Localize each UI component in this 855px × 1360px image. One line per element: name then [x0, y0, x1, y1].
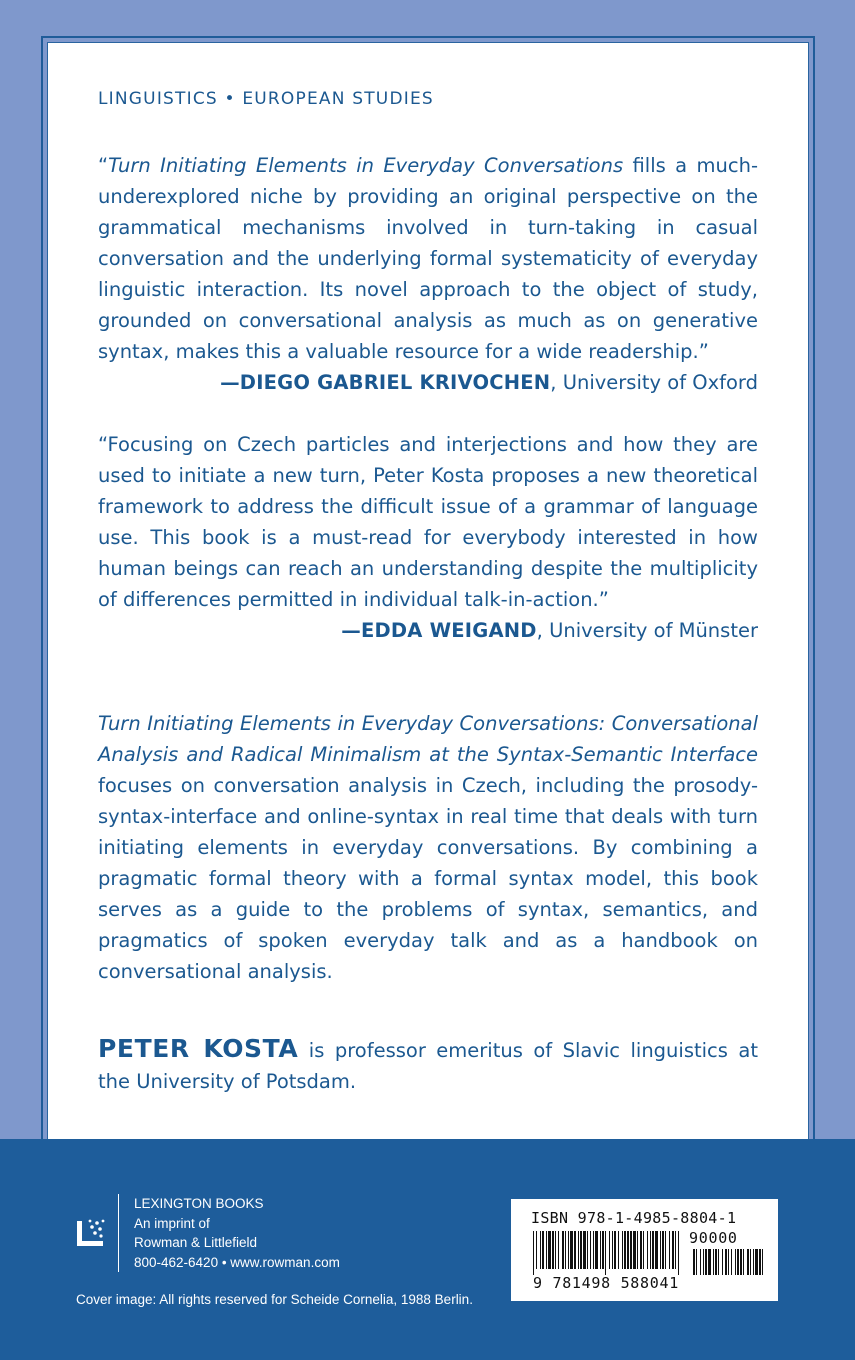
barcode-addon-bar	[755, 1249, 758, 1275]
barcode-bar	[602, 1231, 604, 1269]
barcode-addon-bar	[735, 1249, 736, 1275]
quote-1-affiliation: , University of Oxford	[550, 371, 758, 394]
barcode-bar	[565, 1231, 566, 1269]
barcode-addon-bar	[693, 1249, 695, 1275]
cover-credit: Cover image: All rights reserved for Scheide Cornelia, 1988 Berlin.	[76, 1292, 473, 1307]
barcode-bar	[624, 1231, 626, 1269]
barcode-bar	[542, 1231, 544, 1269]
barcode-bars	[531, 1231, 767, 1279]
quote-2-attribution	[98, 615, 758, 646]
barcode-bar	[574, 1231, 576, 1269]
author-bio-text: is professor emeritus of Slavic linguistics at the University of Potsdam.	[98, 1039, 758, 1093]
barcode-addon: 90000	[689, 1229, 738, 1247]
barcode-addon-bar	[715, 1249, 717, 1275]
barcode-bar	[665, 1231, 666, 1269]
barcode-addon-bar	[705, 1249, 707, 1275]
barcode-addon-bar	[747, 1249, 749, 1275]
barcode-bar	[669, 1231, 670, 1269]
isbn-label: ISBN 978-1-4985-8804-1	[531, 1209, 737, 1227]
barcode-bar	[614, 1231, 616, 1269]
barcode-addon-bar	[731, 1249, 732, 1275]
barcode-bar	[633, 1231, 636, 1269]
publisher-divider	[118, 1194, 119, 1272]
barcode-bar	[622, 1231, 623, 1269]
quote-2-author: —EDDA WEIGAND	[341, 619, 537, 642]
barcode-bar	[540, 1231, 541, 1269]
back-cover-text	[98, 88, 758, 1097]
barcode-addon-bar	[750, 1249, 751, 1275]
barcode-bar	[546, 1231, 547, 1269]
description-text: focuses on conversation analysis in Czech, including the prosody-syntax-interface and online-syntax in real time that deals with turn initiating elements in everyday conversations. By combining a pragmatic formal theory with a formal syntax model, this book serves as a guide to the problems of syntax, semantics, and pragmatics of spoken everyday talk and as a handbook on conversational analysis.	[98, 774, 758, 983]
barcode-addon-bar	[703, 1249, 704, 1275]
barcode-bar	[590, 1231, 591, 1269]
barcode-bar	[583, 1231, 586, 1269]
barcode-block	[511, 1199, 778, 1301]
barcode-bar	[552, 1231, 554, 1269]
book-description	[98, 708, 758, 987]
barcode-bar	[643, 1231, 644, 1269]
barcode-addon-bar	[740, 1249, 742, 1275]
quote-1-text: fills a much-underexplored niche by providing an original perspective on the grammatical mechanisms involved in turn-taking in casual conversation and the underlying formal systematicity of everyday linguistic interaction. Its novel approach to the object of study, grounded on conversational analysis as much as on generative syntax, makes this a valuable resource for a wide readership.”	[98, 154, 758, 363]
barcode-bar	[652, 1231, 654, 1269]
quote-1	[98, 150, 758, 367]
barcode-addon-bar	[708, 1249, 711, 1275]
barcode-digits: 9 781498 588041	[533, 1274, 679, 1292]
barcode-bar	[662, 1231, 664, 1269]
publisher-parent: Rowman & Littlefield	[134, 1235, 258, 1250]
barcode-bar	[647, 1231, 648, 1269]
barcode-bar	[612, 1231, 613, 1269]
quote-1-open: “	[98, 154, 109, 177]
barcode-bar	[533, 1231, 534, 1275]
quote-2-affiliation: , University of Münster	[536, 619, 758, 642]
publisher-info	[134, 1194, 340, 1272]
barcode-addon-bar	[759, 1249, 761, 1275]
barcode-addon-bar	[696, 1249, 697, 1275]
barcode-bar	[587, 1231, 588, 1269]
barcode-addon-bar	[718, 1249, 719, 1275]
author-name: PETER KOSTA	[98, 1034, 299, 1063]
barcode-addon-bar	[762, 1249, 763, 1275]
barcode-addon-bar	[700, 1249, 701, 1275]
barcode-bar	[605, 1231, 606, 1275]
barcode-bar	[640, 1231, 642, 1269]
barcode-bar	[555, 1231, 556, 1269]
publisher-contact: 800-462-6420 • www.rowman.com	[134, 1254, 340, 1270]
barcode-bar	[568, 1231, 569, 1269]
barcode-addon-bar	[722, 1249, 723, 1275]
barcode-bar	[593, 1231, 594, 1269]
quote-1-author: —DIEGO GABRIEL KRIVOCHEN	[220, 371, 551, 394]
barcode-bar	[578, 1231, 579, 1269]
barcode-bar	[650, 1231, 651, 1269]
barcode-bar	[630, 1231, 632, 1269]
barcode-bar	[580, 1231, 582, 1269]
publisher-imprint: An imprint of	[134, 1215, 210, 1231]
barcode-addon-bar	[725, 1249, 727, 1275]
barcode-bar	[570, 1231, 573, 1269]
quote-2-text: “Focusing on Czech particles and interjections and how they are used to initiate a new turn, Peter Kosta proposes a new theoretical framework to address the difficult issue of a grammar of language use. This book is a must-read for everybody interested in how human beings can reach an understanding despite the multiplicity of differences permitted in individual talk-in-action.”	[98, 433, 758, 611]
barcode-addon-bar	[728, 1249, 729, 1275]
barcode-bar	[558, 1231, 559, 1269]
barcode-addon-bar	[713, 1249, 714, 1275]
author-bio	[98, 1033, 758, 1097]
quote-1-attribution	[98, 367, 758, 398]
barcode-addon-bar	[743, 1249, 744, 1275]
barcode-bar	[660, 1231, 661, 1269]
barcode-addon-bar	[737, 1249, 739, 1275]
lexington-logo-icon	[75, 1191, 107, 1251]
book-title: Turn Initiating Elements in Everyday Conversations: Conversational Analysis and Radical Minimalism at the Syntax-Semantic Interface	[98, 712, 758, 766]
barcode-bar	[595, 1231, 598, 1269]
quote-1-title: Turn Initiating Elements in Everyday Conversations	[108, 154, 624, 177]
barcode-bar	[637, 1231, 638, 1269]
barcode-bar	[536, 1231, 537, 1269]
category-label: LINGUISTICS • EUROPEAN STUDIES	[98, 89, 434, 109]
quote-2	[98, 429, 758, 615]
barcode-addon-bar	[753, 1249, 754, 1275]
barcode-bar	[618, 1231, 619, 1269]
publisher-name: LEXINGTON BOOKS	[134, 1196, 264, 1211]
barcode-bar	[562, 1231, 564, 1269]
barcode-bar	[678, 1231, 679, 1275]
barcode-bar	[672, 1231, 674, 1269]
barcode-bar	[655, 1231, 658, 1269]
barcode-bar	[600, 1231, 601, 1269]
barcode-bar	[627, 1231, 629, 1269]
barcode-bar	[548, 1231, 551, 1269]
barcode-bar	[609, 1231, 610, 1269]
barcode-bar	[675, 1231, 676, 1269]
